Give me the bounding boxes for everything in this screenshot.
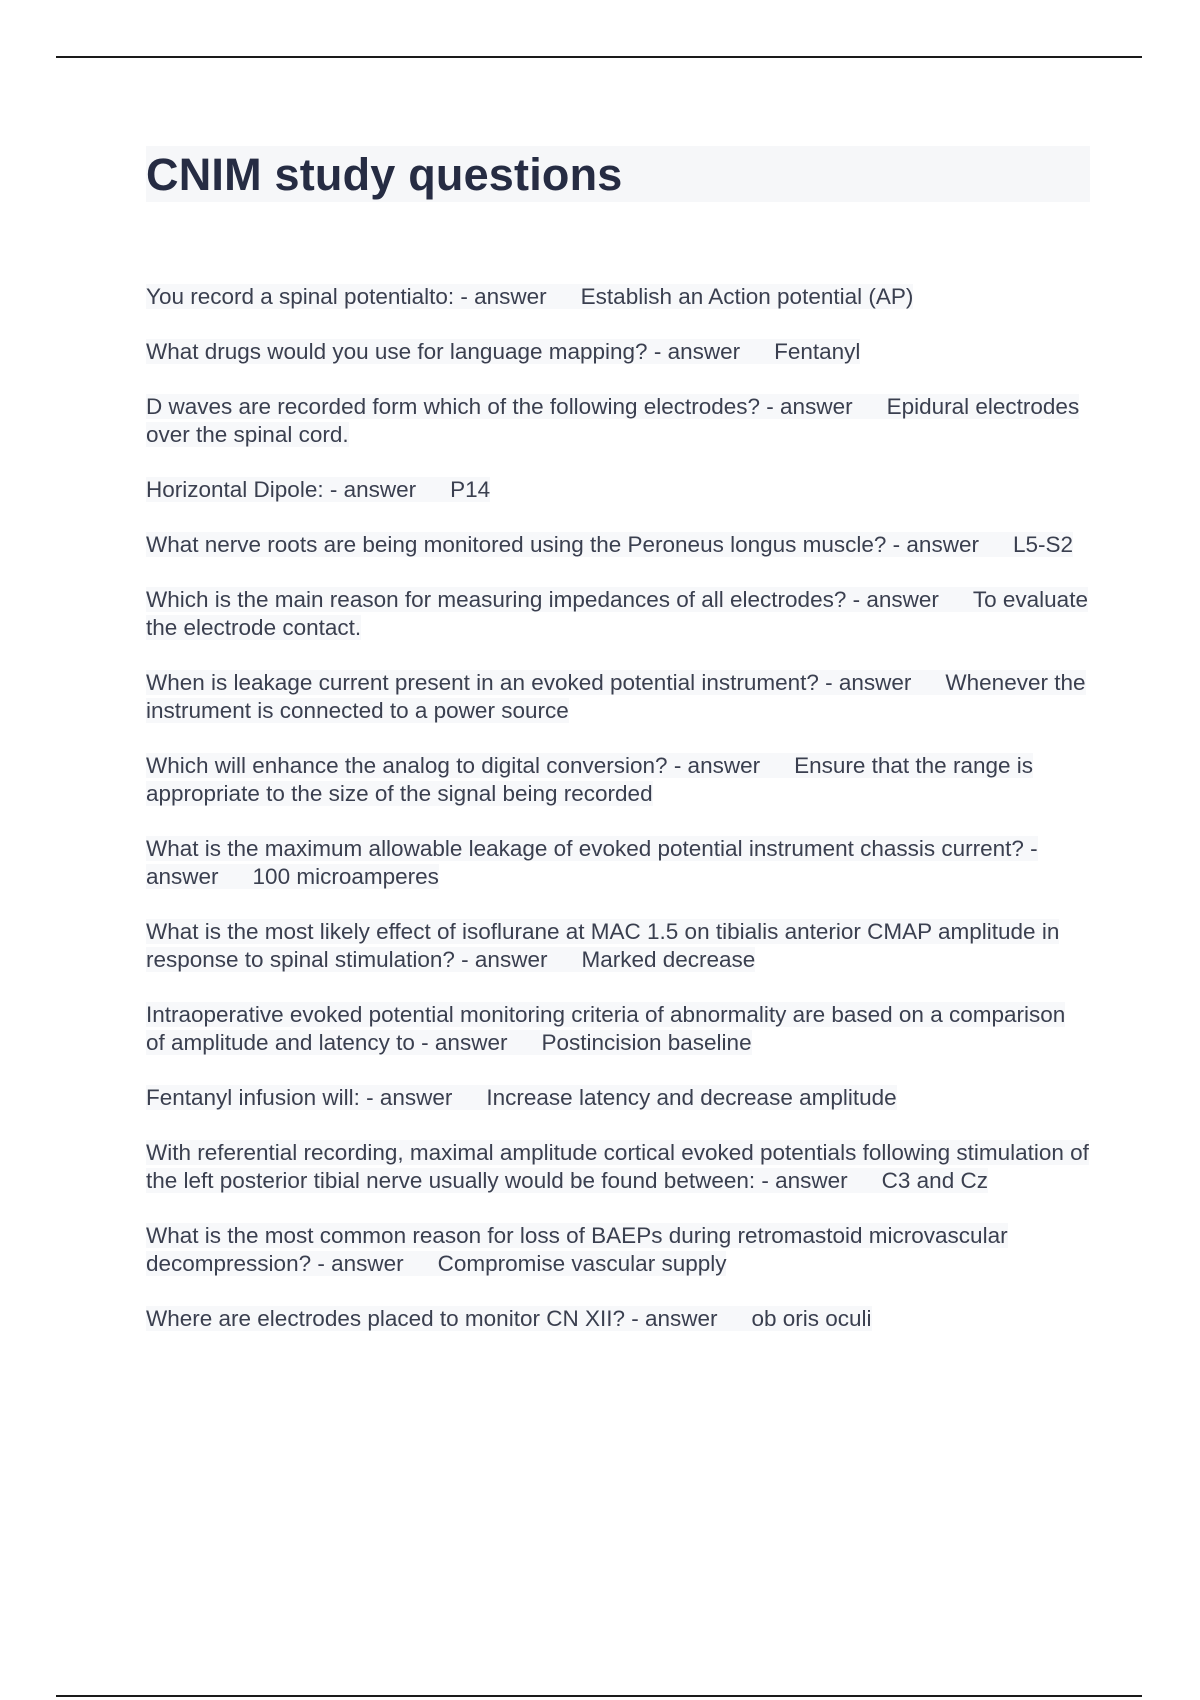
answer-text: ob oris oculi xyxy=(751,1306,872,1331)
top-rule xyxy=(56,56,1142,58)
qa-item xyxy=(146,1139,1090,1195)
answer-text: Whenever the instrument is connected to a power source xyxy=(146,670,1086,723)
answer-text: Compromise vascular supply xyxy=(437,1251,727,1276)
qa-item xyxy=(146,918,1090,974)
qa-item xyxy=(146,586,1090,642)
answer-text: P14 xyxy=(450,477,491,502)
question-text: Which is the main reason for measuring impedances of all electrodes? - answer xyxy=(146,587,939,612)
qa-item xyxy=(146,338,1090,366)
qa-item xyxy=(146,669,1090,725)
question-text: When is leakage current present in an evoked potential instrument? - answer xyxy=(146,670,912,695)
answer-text: Postincision baseline xyxy=(541,1030,752,1055)
title-band xyxy=(146,146,1090,202)
question-text: What drugs would you use for language mapping? - answer xyxy=(146,339,741,364)
qa-item xyxy=(146,1084,1090,1112)
question-text: Intraoperative evoked potential monitoring criteria of abnormality are based on a comparison of amplitude and latency to - answer xyxy=(146,1002,1066,1055)
answer-text: Increase latency and decrease amplitude xyxy=(486,1085,897,1110)
answer-text: Ensure that the range is appropriate to the size of the signal being recorded xyxy=(146,753,1033,806)
question-text: Which will enhance the analog to digital conversion? - answer xyxy=(146,753,761,778)
document-body xyxy=(146,146,1090,1360)
qa-item xyxy=(146,752,1090,808)
qa-item xyxy=(146,393,1090,449)
answer-text: To evaluate the electrode contact. xyxy=(146,587,1088,640)
question-text: D waves are recorded form which of the following electrodes? - answer xyxy=(146,394,853,419)
page-title: CNIM study questions xyxy=(146,148,623,200)
answer-text: Marked decrease xyxy=(581,947,756,972)
qa-item xyxy=(146,476,1090,504)
question-text: You record a spinal potentialto: - answer xyxy=(146,284,547,309)
qa-item xyxy=(146,1001,1090,1057)
qa-item xyxy=(146,1222,1090,1278)
question-text: Fentanyl infusion will: - answer xyxy=(146,1085,453,1110)
qa-item xyxy=(146,283,1090,311)
answer-text: 100 microamperes xyxy=(252,864,439,889)
question-text: What is the most common reason for loss of BAEPs during retromastoid microvascular decompression? - answer xyxy=(146,1223,1008,1276)
question-text: Horizontal Dipole: - answer xyxy=(146,477,417,502)
answer-text: C3 and Cz xyxy=(881,1168,988,1193)
question-text: What is the maximum allowable leakage of evoked potential instrument chassis current? - answer xyxy=(146,836,1038,889)
answer-text: Establish an Action potential (AP) xyxy=(580,284,914,309)
question-text: With referential recording, maximal amplitude cortical evoked potentials following stimulation of the left posterior tibial nerve usually would be found between: - answer xyxy=(146,1140,1089,1193)
qa-item xyxy=(146,531,1090,559)
question-text: Where are electrodes placed to monitor CN XII? - answer xyxy=(146,1306,718,1331)
qa-item xyxy=(146,1305,1090,1333)
answer-text: Epidural electrodes over the spinal cord. xyxy=(146,394,1080,447)
question-text: What nerve roots are being monitored using the Peroneus longus muscle? - answer xyxy=(146,532,979,557)
answer-text: L5-S2 xyxy=(1012,532,1073,557)
bottom-rule xyxy=(56,1695,1142,1697)
qa-list xyxy=(146,283,1090,1360)
answer-text: Fentanyl xyxy=(774,339,861,364)
question-text: What is the most likely effect of isoflurane at MAC 1.5 on tibialis anterior CMAP amplitude in response to spinal stimulation? - answer xyxy=(146,919,1060,972)
qa-item xyxy=(146,835,1090,891)
